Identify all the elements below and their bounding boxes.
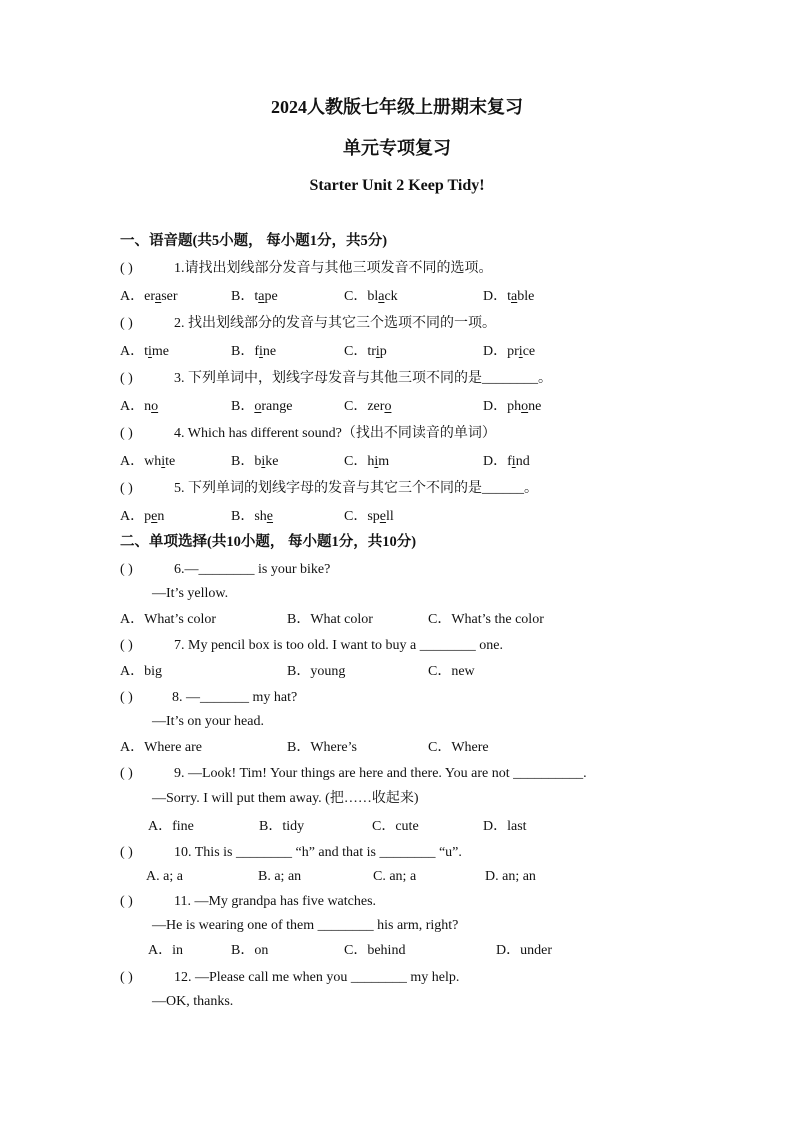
q5-option-a: [120, 508, 164, 526]
q6-reply: —It’s yellow.: [152, 586, 229, 601]
underlined-letter: i: [518, 344, 523, 359]
q9-stem: 9. —Look! Tim! Your things are here and there. You are not __________.: [174, 766, 587, 781]
word-part: wh: [144, 454, 162, 469]
option-letter: A．: [120, 344, 145, 359]
word-part: ck: [384, 289, 398, 304]
q8-option-b: B．Where’s: [287, 740, 357, 755]
word-part: ce: [522, 344, 536, 359]
q11-option-b: B．on: [231, 943, 269, 958]
option-letter: B．: [231, 454, 255, 469]
q7-paren: ( ): [120, 638, 133, 653]
q7-option-a: A．big: [120, 664, 162, 679]
q7-option-b: B．young: [287, 664, 346, 679]
q9-option-b: B．tidy: [259, 819, 305, 834]
q7-option-c: C．new: [428, 664, 475, 679]
word-part: p: [144, 509, 152, 524]
word-part: t: [507, 289, 512, 304]
q9-option-c: C．cute: [372, 819, 419, 834]
q1-option-b: [231, 288, 278, 306]
q6-option-c: C．What’s the color: [428, 612, 544, 627]
q11-paren: ( ): [120, 894, 133, 909]
word-part: te: [165, 454, 176, 469]
option-letter: C．: [344, 454, 368, 469]
q8-paren: ( ): [120, 690, 133, 705]
word-part: nd: [515, 454, 530, 469]
word-part: ne: [528, 399, 542, 414]
option-letter: B．: [231, 509, 255, 524]
underlined-letter: o: [521, 399, 529, 414]
word-part: p: [379, 344, 387, 359]
q10-option-a: A. a; a: [146, 869, 183, 884]
underlined-letter: a: [511, 289, 518, 304]
q4-stem: 4. Which has different sound?（找出不同读音的单词）: [174, 426, 496, 441]
word-part: ne: [262, 344, 277, 359]
underlined-letter: a: [155, 289, 162, 304]
q4-option-d: [483, 453, 530, 471]
underlined-letter: i: [374, 454, 379, 469]
underlined-letter: i: [375, 344, 380, 359]
q5-option-b: [231, 508, 273, 526]
q5-stem: 5. 下列单词的划线字母的发音与其它三个不同的是______。: [174, 481, 538, 496]
option-letter: C．: [344, 509, 368, 524]
q2-option-c: [344, 343, 387, 361]
q10-stem: 10. This is ________ “h” and that is ________ “u”.: [174, 845, 462, 860]
q3-paren: ( ): [120, 371, 133, 386]
word-part: me: [151, 344, 170, 359]
q9-option-d: D．last: [483, 819, 527, 834]
q11-option-a: A．in: [148, 943, 183, 958]
q9-reply: —Sorry. I will put them away. (把……收起来): [152, 791, 419, 806]
word-part: range: [261, 399, 293, 414]
q4-option-b: [231, 453, 278, 471]
option-letter: C．: [344, 399, 368, 414]
q2-option-d: [483, 343, 535, 361]
q2-stem: 2. 找出划线部分的发音与其它三个选项不同的一项。: [174, 316, 496, 331]
word-part: m: [378, 454, 390, 469]
unit-title: Starter Unit 2 Keep Tidy!: [309, 177, 485, 194]
underlined-letter: o: [254, 399, 262, 414]
q12-paren: ( ): [120, 970, 133, 985]
option-letter: A．: [120, 509, 145, 524]
q6-option-b: B．What color: [287, 612, 373, 627]
q3-option-b: [231, 398, 292, 416]
option-letter: A．: [120, 399, 145, 414]
word-part: ble: [517, 289, 535, 304]
option-letter: A．: [120, 454, 145, 469]
q5-paren: ( ): [120, 481, 133, 496]
option-letter: D．: [483, 454, 508, 469]
underlined-letter: i: [148, 344, 152, 359]
option-letter: B．: [231, 399, 255, 414]
option-letter: D．: [483, 344, 508, 359]
underlined-letter: o: [151, 399, 159, 414]
q11-stem: 11. —My grandpa has five watches.: [174, 894, 377, 909]
word-part: zer: [367, 399, 385, 414]
q3-stem: 3. 下列单词中，划线字母发音与其他三项不同的是________。: [174, 371, 552, 386]
q10-option-c: C. an; a: [373, 869, 417, 884]
option-letter: B．: [231, 289, 255, 304]
q1-paren: ( ): [120, 261, 133, 276]
underlined-letter: a: [258, 289, 265, 304]
q8-option-a: A．Where are: [120, 740, 203, 755]
word-part: n: [157, 509, 165, 524]
word-part: ser: [161, 289, 178, 304]
q1-stem: 1.请找出划线部分发音与其他三项发音不同的选项。: [174, 261, 493, 276]
q10-paren: ( ): [120, 845, 133, 860]
option-letter: D．: [483, 399, 508, 414]
document-title: 2024人教版七年级上册期末复习: [271, 97, 523, 117]
underlined-letter: i: [161, 454, 166, 469]
word-part: b: [254, 454, 262, 469]
underlined-letter: i: [261, 454, 266, 469]
word-part: pe: [264, 289, 278, 304]
word-part: f: [254, 344, 260, 359]
word-part: t: [144, 344, 149, 359]
q2-paren: ( ): [120, 316, 133, 331]
option-letter: C．: [344, 344, 368, 359]
q6-stem: 6.—________ is your bike?: [174, 562, 331, 577]
q10-option-d: D. an; an: [485, 869, 536, 884]
q5-option-c: [344, 508, 394, 526]
q3-option-d: [483, 398, 541, 416]
q3-option-a: [120, 398, 158, 416]
q8-option-c: C．Where: [428, 740, 489, 755]
word-part: er: [144, 289, 156, 304]
q1-option-d: [483, 288, 534, 306]
q9-option-a: A．fine: [148, 819, 194, 834]
q8-reply: —It’s on your head.: [152, 714, 264, 729]
q4-option-a: [120, 453, 175, 471]
q10-option-b: B. a; an: [258, 869, 302, 884]
section-1-heading: 一、语音题(共5小题， 每小题1分，共5分): [120, 233, 388, 249]
word-part: pr: [507, 344, 519, 359]
q9-paren: ( ): [120, 766, 133, 781]
document-subtitle: 单元专项复习: [343, 138, 451, 158]
word-part: bl: [367, 289, 379, 304]
underlined-letter: o: [384, 399, 392, 414]
q2-option-b: [231, 343, 276, 361]
word-part: n: [144, 399, 152, 414]
underlined-letter: e: [266, 509, 274, 524]
q11-option-d: D．under: [496, 943, 552, 958]
q8-stem: 8. —_______ my hat?: [172, 690, 298, 705]
q4-option-c: [344, 453, 389, 471]
q12-stem: 12. —Please call me when you ________ my help.: [174, 970, 460, 985]
word-part: t: [254, 289, 259, 304]
section-2-heading: 二、单项选择(共10小题， 每小题1分，共10分): [120, 534, 417, 550]
q6-paren: ( ): [120, 562, 133, 577]
underlined-letter: i: [259, 344, 263, 359]
q7-stem: 7. My pencil box is too old. I want to buy a ________ one.: [174, 638, 503, 653]
q11-reply: —He is wearing one of them ________ his arm, right?: [152, 918, 459, 933]
word-part: f: [507, 454, 512, 469]
word-part: tr: [367, 344, 376, 359]
word-part: ph: [507, 399, 522, 414]
option-letter: D．: [483, 289, 508, 304]
option-letter: B．: [231, 344, 255, 359]
q6-option-a: A．What’s color: [120, 612, 217, 627]
underlined-letter: e: [379, 509, 387, 524]
q11-option-c: C．behind: [344, 943, 406, 958]
q12-reply: —OK, thanks.: [152, 994, 234, 1009]
q1-option-a: [120, 288, 178, 306]
underlined-letter: e: [151, 509, 158, 524]
option-letter: A．: [120, 289, 145, 304]
q4-paren: ( ): [120, 426, 133, 441]
word-part: sh: [254, 509, 267, 524]
underlined-letter: a: [378, 289, 385, 304]
q3-option-c: [344, 398, 391, 416]
q2-option-a: [120, 343, 169, 361]
option-letter: C．: [344, 289, 368, 304]
word-part: ke: [265, 454, 279, 469]
word-part: sp: [367, 509, 380, 524]
q1-option-c: [344, 288, 398, 306]
underlined-letter: i: [511, 454, 516, 469]
word-part: h: [367, 454, 375, 469]
word-part: ll: [386, 509, 394, 524]
